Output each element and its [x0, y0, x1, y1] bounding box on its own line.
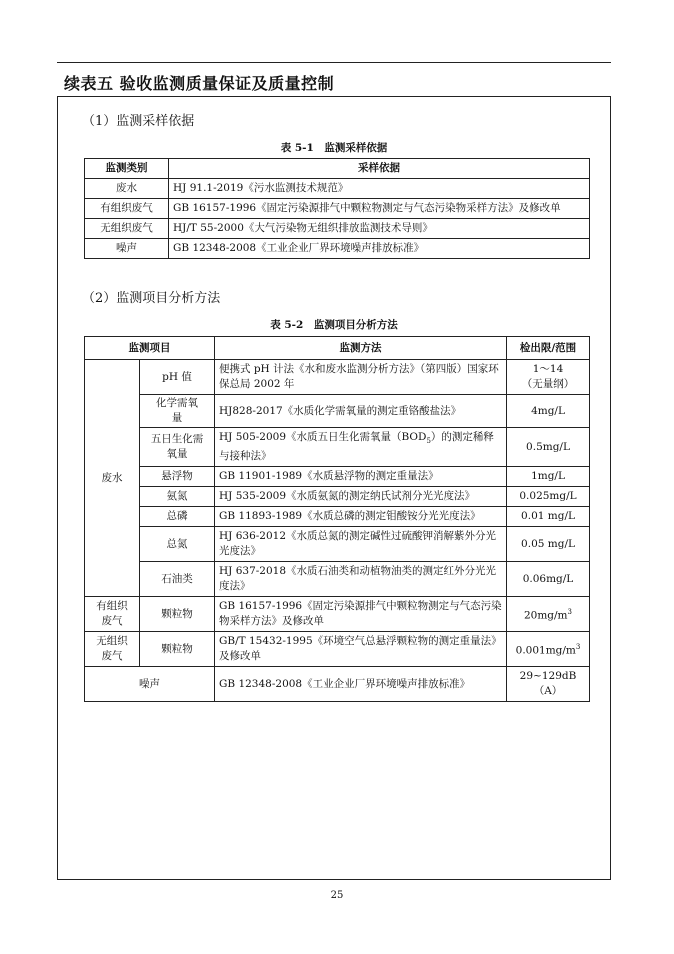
table-row	[85, 527, 590, 562]
item-cell: 五日生化需氧量	[140, 428, 215, 467]
limit-cell	[507, 632, 590, 667]
method-cell: GB 11901-1989《水质悬浮物的测定重量法》	[215, 467, 507, 487]
table-row	[85, 179, 590, 199]
basis-table-caption: 表 5-1 监测采样依据	[280, 142, 388, 154]
limit-value: 0.001mg/m	[515, 644, 576, 657]
item-cell: 总氮	[140, 527, 215, 562]
method-cell: HJ828-2017《水质化学需氧量的测定重铬酸盐法》	[215, 395, 507, 428]
methods-table	[84, 336, 590, 702]
item-cell: 化学需氧量	[140, 395, 215, 428]
table-header-row	[85, 159, 590, 179]
basis-cell: GB 12348-2008《工业企业厂界环境噪声排放标准》	[169, 239, 590, 259]
limit-value: 20mg/m	[523, 609, 568, 622]
limit-cell: 0.5mg/L	[507, 428, 590, 467]
header-basis: 采样依据	[169, 159, 590, 179]
methods-table-caption: 表 5-2 监测项目分析方法	[270, 319, 398, 331]
limit-superscript: 3	[567, 607, 572, 616]
table-row	[85, 219, 590, 239]
item-cell: 总磷	[140, 507, 215, 527]
limit-cell: 0.01 mg/L	[507, 507, 590, 527]
method-cell: HJ 636-2012《水质总氮的测定碱性过硫酸钾消解紫外分光光度法》	[215, 527, 507, 562]
category-cell: 噪声	[85, 239, 169, 259]
category-cell: 无组织废气	[85, 219, 169, 239]
limit-superscript: 3	[575, 642, 581, 651]
table-header-row	[85, 337, 590, 360]
table-row	[85, 360, 590, 395]
item-cell: 颗粒物	[140, 632, 215, 667]
item-cell: 石油类	[140, 562, 215, 597]
table-row	[85, 428, 590, 467]
header-method: 监测方法	[215, 337, 507, 360]
table-row	[85, 597, 590, 632]
header-limit: 检出限/范围	[507, 337, 590, 360]
table-row	[85, 632, 590, 667]
item-cell: 氨氮	[140, 487, 215, 507]
method-cell	[215, 428, 507, 467]
category-cell: 无组织废气	[85, 632, 140, 667]
basis-table	[84, 158, 590, 259]
table-row	[85, 395, 590, 428]
table-row	[85, 562, 590, 597]
table-row	[85, 507, 590, 527]
method-cell: GB 16157-1996《固定污染源排气中颗粒物测定与气态污染物采样方法》及修改单	[215, 597, 507, 632]
section-title: 续表五 验收监测质量保证及质量控制	[64, 74, 335, 93]
table-row	[85, 487, 590, 507]
header-item: 监测项目	[85, 337, 215, 360]
category-cell: 有组织废气	[85, 597, 140, 632]
item-cell: pH 值	[140, 360, 215, 395]
table-row	[85, 239, 590, 259]
method-cell: GB/T 15432-1995《环境空气总悬浮颗粒物的测定重量法》及修改单	[215, 632, 507, 667]
category-cell: 噪声	[85, 667, 215, 702]
basis-cell: HJ/T 55-2000《大气污染物无组织排放监测技术导则》	[169, 219, 590, 239]
method-cell: HJ 535-2009《水质氨氮的测定纳氏试剂分光光度法》	[215, 487, 507, 507]
method-cell: 便携式 pH 计法《水和废水监测分析方法》（第四版）国家环保总局 2002 年	[215, 360, 507, 395]
basis-cell: GB 16157-1996《固定污染源排气中颗粒物测定与气态污染物采样方法》及修改单	[169, 199, 590, 219]
limit-note: （无量纲）	[521, 378, 575, 390]
category-cell: 有组织废气	[85, 199, 169, 219]
table-row	[85, 667, 590, 702]
item-cell: 悬浮物	[140, 467, 215, 487]
limit-cell: 29~129dB（A）	[507, 667, 590, 702]
header-category: 监测类别	[85, 159, 169, 179]
limit-value: 1～14	[532, 363, 564, 375]
method-subscript: 5	[426, 437, 431, 446]
limit-cell	[507, 597, 590, 632]
basis-cell: HJ 91.1-2019《污水监测技术规范》	[169, 179, 590, 199]
wastewater-category-cell: 废水	[85, 360, 140, 597]
table-row	[85, 199, 590, 219]
method-cell: GB 12348-2008《工业企业厂界环境噪声排放标准》	[215, 667, 507, 702]
limit-cell	[507, 360, 590, 395]
methods-heading: （2）监测项目分析方法	[82, 291, 221, 306]
item-cell: 颗粒物	[140, 597, 215, 632]
table-row	[85, 467, 590, 487]
page-number: 25	[330, 890, 344, 901]
basis-heading: （1）监测采样依据	[82, 114, 195, 129]
limit-cell: 1mg/L	[507, 467, 590, 487]
method-cell: HJ 637-2018《水质石油类和动植物油类的测定红外分光光度法》	[215, 562, 507, 597]
limit-cell: 4mg/L	[507, 395, 590, 428]
method-cell: GB 11893-1989《水质总磷的测定钼酸铵分光光度法》	[215, 507, 507, 527]
limit-cell: 0.05 mg/L	[507, 527, 590, 562]
method-text: HJ 505-2009《水质五日生化需氧量（BOD	[219, 431, 427, 443]
limit-cell: 0.06mg/L	[507, 562, 590, 597]
top-rule	[57, 62, 611, 63]
method-text: ）的测定稀释与接种法》	[219, 431, 494, 463]
limit-cell: 0.025mg/L	[507, 487, 590, 507]
category-cell: 废水	[85, 179, 169, 199]
